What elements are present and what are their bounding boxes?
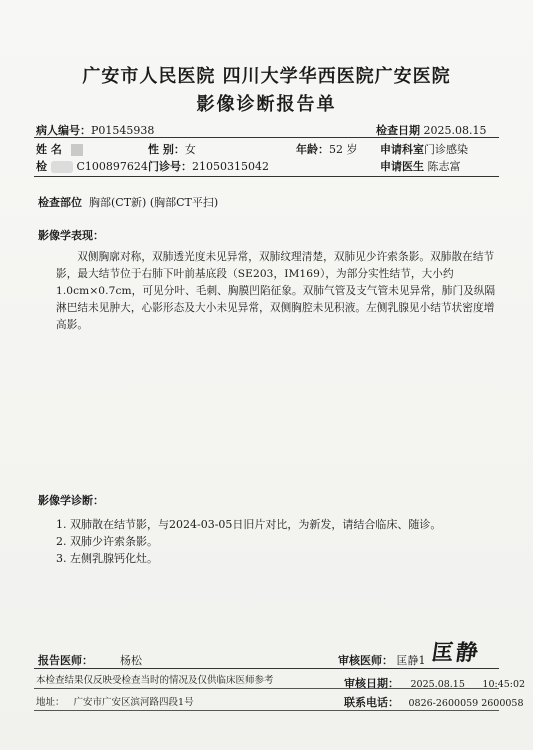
- patient-id-row: [36, 122, 154, 138]
- review-date-label: 审核日期：: [344, 677, 399, 690]
- name-row: [36, 141, 83, 157]
- disclaimer: 本检查结果仅反映受检查当时的情况及仅供临床医师参考: [36, 675, 274, 686]
- doctor-value: 陈志富: [427, 160, 461, 173]
- dept-value: 门诊感染: [424, 143, 468, 156]
- redacted-exam-no-prefix: [51, 161, 73, 173]
- exam-no: C100897624: [76, 160, 148, 173]
- exam-no-label: 检: [36, 160, 47, 173]
- address-row: [36, 694, 194, 708]
- hospital-name: 广安市人民医院 四川大学华西医院广安医院: [82, 66, 451, 87]
- review-time: 10:45:02: [482, 679, 526, 690]
- dept-label: 申请科室: [380, 143, 424, 156]
- redacted-name: [71, 144, 83, 156]
- age-value: 52 岁: [329, 143, 358, 156]
- footer-divider-2: [34, 688, 499, 689]
- review-doctor-label: 审核医师：: [338, 654, 393, 667]
- sex-value: 女: [184, 143, 196, 156]
- report-doctor: 杨松: [120, 654, 142, 667]
- header-divider: [34, 137, 499, 138]
- diagnosis-item: 2. 双肺少许索条影。: [56, 535, 158, 548]
- age-row: [296, 141, 358, 157]
- review-doctor: 匡静1: [396, 654, 426, 667]
- phone: 0826-2600059 2600058: [408, 698, 524, 709]
- sex-row: [148, 141, 196, 157]
- patient-id-label: 病人编号：: [36, 124, 91, 137]
- report-doctor-label: 报告医师：: [38, 654, 93, 667]
- address-label: 地址：: [36, 697, 65, 708]
- report-doctor-row: [38, 652, 142, 668]
- exam-date: 2025.08.15: [423, 124, 487, 137]
- findings-text: 双侧胸廓对称，双肺透光度未见异常，双肺纹理清楚，双肺见少许索条影。双肺散在结节影，最大结节位于右肺下叶前基底段（SE203，IM169），为部分实性结节，大小约1.0cm×0.7cm，可见分叶、毛刺、胸膜凹陷征象。双肺气管及支气管未见异常，肺门及纵隔淋巴结未见肿大，心影形态及大小未见异常，双侧胸腔未见积液。左侧乳腺见小结节状密度增高影。: [56, 251, 496, 331]
- doctor-row: [380, 158, 461, 174]
- info-divider: [34, 176, 499, 177]
- address: 广安市广安区滨河路四段1号: [73, 697, 194, 708]
- doctor-label: 申请医生: [380, 160, 424, 173]
- patient-id: P01545938: [91, 124, 155, 137]
- diagnosis-item: 1. 双肺散在结节影，与2024-03-05日旧片对比，为新发，请结合临床、随诊。: [56, 518, 442, 531]
- age-label: 年龄：: [296, 143, 329, 156]
- review-date: 2025.08.15: [410, 679, 465, 690]
- exam-date-label: 检查日期: [376, 124, 420, 137]
- outpatient-no: 21050315042: [192, 160, 269, 173]
- exam-part-value: 胸部(CT新) (胸部CT平扫): [89, 196, 219, 209]
- outpatient-no-label: 门诊号：: [148, 160, 192, 173]
- exam-date-row: [376, 122, 486, 138]
- exam-part-label: 检查部位: [38, 196, 82, 209]
- signature: 匡静: [429, 640, 482, 666]
- outpatient-no-row: [148, 158, 269, 174]
- review-doctor-row: [338, 652, 426, 668]
- phone-row: [344, 694, 524, 710]
- footer-divider-3: [34, 710, 499, 711]
- dept-row: [380, 141, 468, 157]
- report-title: 影像诊断报告单: [196, 94, 337, 115]
- exam-no-row: [36, 158, 148, 174]
- sex-label: 性 别：: [148, 143, 185, 156]
- footer-divider: [34, 668, 499, 669]
- phone-label: 联系电话：: [344, 696, 399, 709]
- diagnosis-label: 影像学诊断：: [38, 494, 104, 507]
- exam-part-row: [38, 194, 218, 210]
- findings-label: 影像学表现：: [38, 229, 104, 242]
- name-label: 姓 名: [36, 143, 62, 156]
- diagnosis-item: 3. 左侧乳腺钙化灶。: [56, 552, 158, 565]
